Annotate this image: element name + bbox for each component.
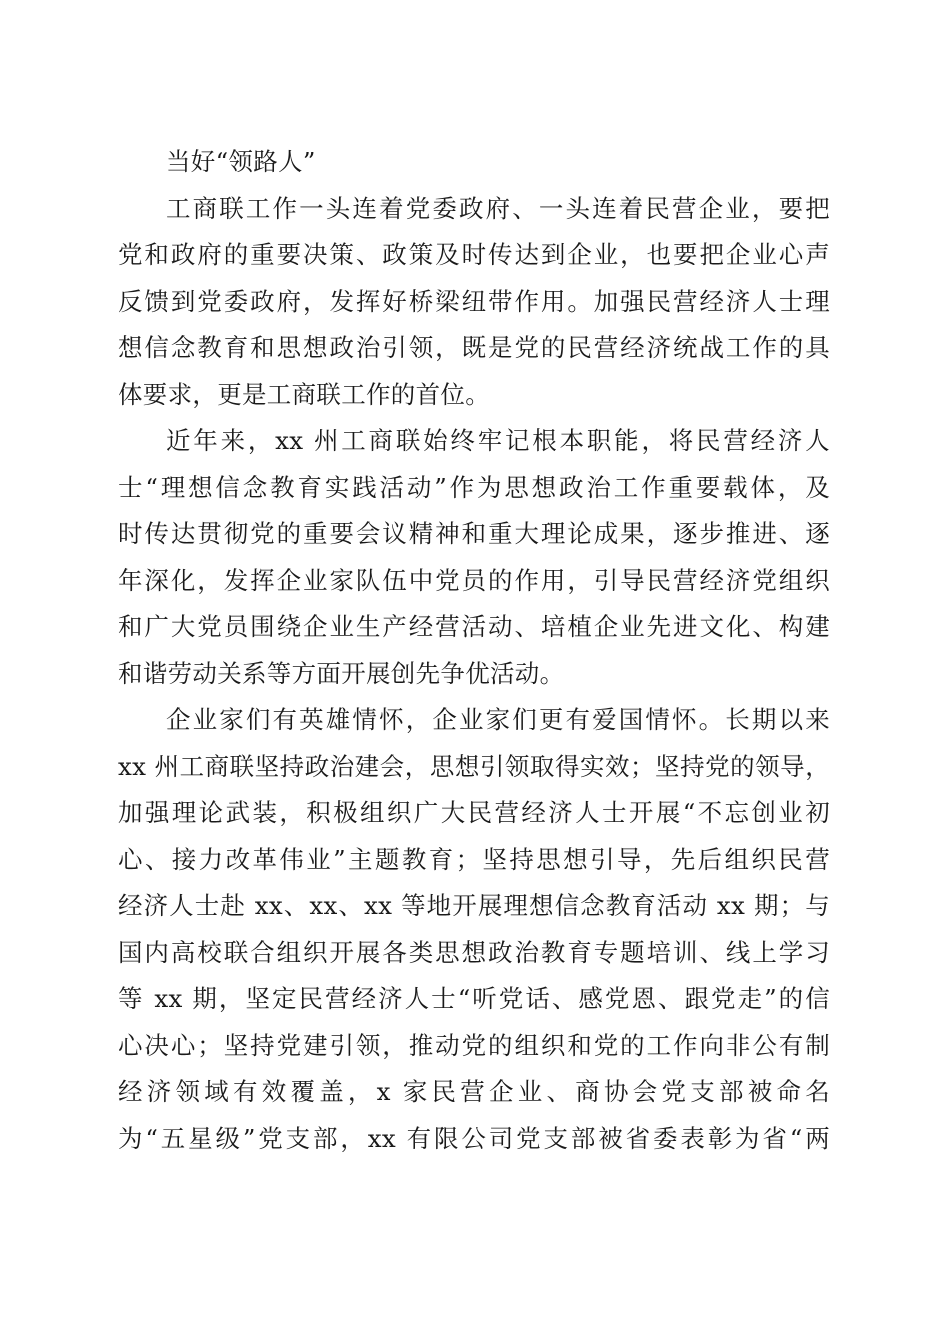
text-line: 反馈到党委政府，发挥好桥梁纽带作用。加强民营经济人士理 xyxy=(118,286,830,316)
text-line: 年深化，发挥企业家队伍中党员的作用，引导民营经济党组织 xyxy=(118,565,830,595)
document-body xyxy=(118,139,830,1162)
text-line: 士“理想信念教育实践活动”作为思想政治工作重要载体，及 xyxy=(118,472,830,502)
text-line: 等 xx 期，坚定民营经济人士“听党话、感党恩、跟党走”的信 xyxy=(118,984,830,1013)
text-line: 为“五星级”党支部，xx 有限公司党支部被省委表彰为省“两 xyxy=(118,1123,830,1153)
text-line: 心决心；坚持党建引领，推动党的组织和党的工作向非公有制 xyxy=(118,1030,830,1060)
text-line: 加强理论武装，积极组织广大民营经济人士开展“不忘创业初 xyxy=(118,798,830,827)
text-line: 近年来，xx 州工商联始终牢记根本职能，将民营经济人 xyxy=(166,426,830,455)
section-heading: 当好“领路人” xyxy=(166,147,316,176)
text-line: 党和政府的重要决策、政策及时传达到企业，也要把企业心声 xyxy=(118,240,830,269)
text-line: 和谐劳动关系等方面开展创先争优活动。 xyxy=(118,658,565,688)
text-line: 企业家们有英雄情怀，企业家们更有爱国情怀。长期以来 xyxy=(166,705,830,734)
text-line: 体要求，更是工商联工作的首位。 xyxy=(118,379,490,409)
paragraph-1 xyxy=(118,186,830,419)
text-line: 和广大党员围绕企业生产经营活动、培植企业先进文化、构建 xyxy=(118,612,830,641)
text-line: 心、接力改革伟业”主题教育；坚持思想引导，先后组织民营 xyxy=(118,844,830,874)
text-line: xx 州工商联坚持政治建会，思想引领取得实效；坚持党的领导， xyxy=(118,751,830,781)
text-line: 工商联工作一头连着党委政府、一头连着民营企业，要把 xyxy=(166,193,830,223)
text-line: 经济人士赴 xx、xx、xx 等地开展理想信念教育活动 xx 期；与 xyxy=(118,891,830,920)
text-line: 想信念教育和思想政治引领，既是党的民营经济统战工作的具 xyxy=(118,333,830,362)
paragraph-3 xyxy=(118,697,830,1162)
text-line: 国内高校联合组织开展各类思想政治教育专题培训、线上学习 xyxy=(118,937,830,967)
paragraph-2 xyxy=(118,418,830,697)
text-line: 经济领域有效覆盖，x 家民营企业、商协会党支部被命名 xyxy=(118,1077,830,1106)
text-line: 时传达贯彻党的重要会议精神和重大理论成果，逐步推进、逐 xyxy=(118,519,830,548)
